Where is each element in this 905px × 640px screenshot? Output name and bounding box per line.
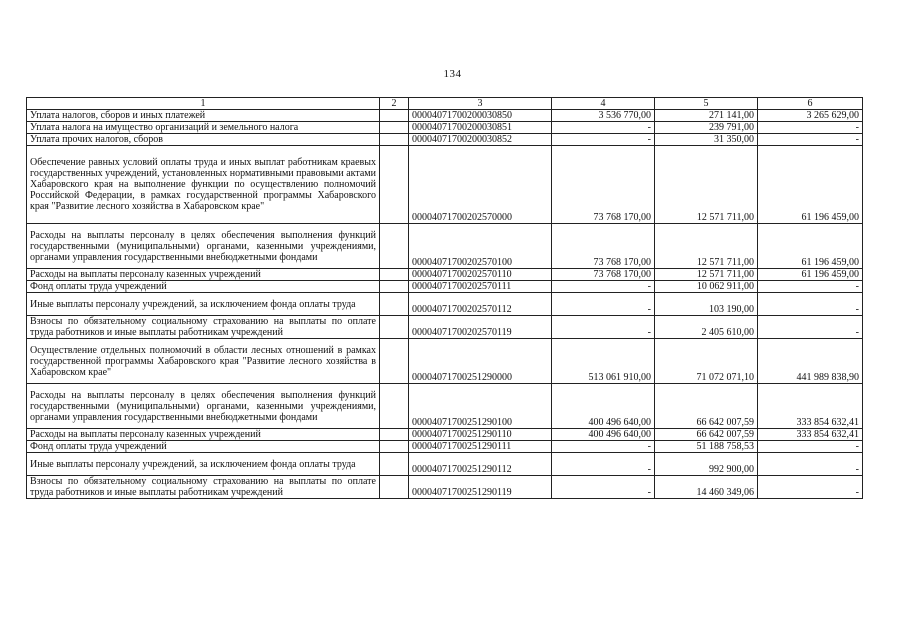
- table-row: [27, 224, 863, 269]
- row-value-col4: -: [552, 293, 655, 316]
- row-value-col4: 400 496 640,00: [552, 429, 655, 441]
- row-code-cell: 00004071700251290000: [409, 339, 552, 384]
- row-value-col6: -: [758, 441, 863, 453]
- row-col2-cell: [380, 429, 409, 441]
- row-value-col6: -: [758, 476, 863, 499]
- row-code-cell: 00004071700202570100: [409, 224, 552, 269]
- row-value-col6: 333 854 632,41: [758, 384, 863, 429]
- header-cell-5: 5: [655, 98, 758, 110]
- row-name-cell: Расходы на выплаты персоналу в целях обеспечения выполнения функций государственными (муниципальными) органами, казенными учреждениями, органами управления государственными внебюджетными фондами: [27, 384, 380, 429]
- row-col2-cell: [380, 339, 409, 384]
- row-code-cell: 00004071700202570000: [409, 146, 552, 224]
- row-code-cell: 00004071700202570112: [409, 293, 552, 316]
- row-value-col5: 51 188 758,53: [655, 441, 758, 453]
- row-value-col4: 73 768 170,00: [552, 224, 655, 269]
- row-col2-cell: [380, 453, 409, 476]
- table-row: [27, 476, 863, 499]
- row-value-col5: 31 350,00: [655, 134, 758, 146]
- row-value-col4: -: [552, 476, 655, 499]
- table-header-row: [27, 98, 863, 110]
- row-value-col5: 12 571 711,00: [655, 269, 758, 281]
- table-row: [27, 316, 863, 339]
- row-code-cell: 00004071700202570110: [409, 269, 552, 281]
- row-value-col4: -: [552, 441, 655, 453]
- row-value-col4: -: [552, 122, 655, 134]
- row-name-cell: Расходы на выплаты персоналу казенных учреждений: [27, 429, 380, 441]
- row-col2-cell: [380, 293, 409, 316]
- row-name-cell: Расходы на выплаты персоналу в целях обеспечения выполнения функций государственными (муниципальными) органами, казенными учреждениями, органами управления государственными внебюджетными фондами: [27, 224, 380, 269]
- row-name-cell: Осуществление отдельных полномочий в области лесных отношений в рамках государственной программы Хабаровского края "Развитие лесного хозяйства в Хабаровском крае": [27, 339, 380, 384]
- table-row: [27, 110, 863, 122]
- row-name-cell: Иные выплаты персоналу учреждений, за исключением фонда оплаты труда: [27, 453, 380, 476]
- row-col2-cell: [380, 224, 409, 269]
- row-code-cell: 00004071700202570111: [409, 281, 552, 293]
- row-value-col5: 103 190,00: [655, 293, 758, 316]
- row-value-col6: 333 854 632,41: [758, 429, 863, 441]
- row-col2-cell: [380, 384, 409, 429]
- row-value-col5: 992 900,00: [655, 453, 758, 476]
- row-value-col4: 73 768 170,00: [552, 269, 655, 281]
- table-row: [27, 134, 863, 146]
- row-name-cell: Расходы на выплаты персоналу казенных учреждений: [27, 269, 380, 281]
- row-name-cell: Взносы по обязательному социальному страхованию на выплаты по оплате труда работников и иные выплаты работникам учреждений: [27, 316, 380, 339]
- page-number: 134: [443, 68, 462, 80]
- row-name-cell: Уплата прочих налогов, сборов: [27, 134, 380, 146]
- row-value-col5: 271 141,00: [655, 110, 758, 122]
- row-col2-cell: [380, 316, 409, 339]
- row-col2-cell: [380, 476, 409, 499]
- table-row: [27, 429, 863, 441]
- row-code-cell: 00004071700251290111: [409, 441, 552, 453]
- table-body: [27, 98, 863, 499]
- row-col2-cell: [380, 146, 409, 224]
- row-value-col5: 12 571 711,00: [655, 224, 758, 269]
- row-value-col5: 239 791,00: [655, 122, 758, 134]
- table-row: [27, 122, 863, 134]
- row-col2-cell: [380, 281, 409, 293]
- row-value-col4: 3 536 770,00: [552, 110, 655, 122]
- row-value-col6: -: [758, 134, 863, 146]
- row-col2-cell: [380, 134, 409, 146]
- table-row: [27, 339, 863, 384]
- row-name-cell: Фонд оплаты труда учреждений: [27, 441, 380, 453]
- table-row: [27, 269, 863, 281]
- row-name-cell: Уплата налогов, сборов и иных платежей: [27, 110, 380, 122]
- header-cell-1: 1: [27, 98, 380, 110]
- row-value-col6: -: [758, 122, 863, 134]
- row-col2-cell: [380, 441, 409, 453]
- row-name-cell: Взносы по обязательному социальному страхованию на выплаты по оплате труда работников и иные выплаты работникам учреждений: [27, 476, 380, 499]
- row-code-cell: 00004071700200030852: [409, 134, 552, 146]
- table-row: [27, 453, 863, 476]
- row-value-col6: 61 196 459,00: [758, 224, 863, 269]
- row-value-col4: 513 061 910,00: [552, 339, 655, 384]
- row-code-cell: 00004071700251290112: [409, 453, 552, 476]
- row-col2-cell: [380, 269, 409, 281]
- row-value-col6: 441 989 838,90: [758, 339, 863, 384]
- table-row: [27, 146, 863, 224]
- row-name-cell: Уплата налога на имущество организаций и земельного налога: [27, 122, 380, 134]
- row-code-cell: 00004071700251290119: [409, 476, 552, 499]
- table-row: [27, 281, 863, 293]
- row-value-col5: 2 405 610,00: [655, 316, 758, 339]
- row-value-col4: 400 496 640,00: [552, 384, 655, 429]
- row-value-col4: -: [552, 316, 655, 339]
- row-value-col6: -: [758, 281, 863, 293]
- row-value-col5: 10 062 911,00: [655, 281, 758, 293]
- row-name-cell: Иные выплаты персоналу учреждений, за исключением фонда оплаты труда: [27, 293, 380, 316]
- row-value-col6: 61 196 459,00: [758, 269, 863, 281]
- row-code-cell: 00004071700251290100: [409, 384, 552, 429]
- row-value-col5: 66 642 007,59: [655, 429, 758, 441]
- row-value-col6: -: [758, 316, 863, 339]
- row-code-cell: 00004071700200030850: [409, 110, 552, 122]
- row-code-cell: 00004071700251290110: [409, 429, 552, 441]
- header-cell-3: 3: [409, 98, 552, 110]
- row-col2-cell: [380, 122, 409, 134]
- table-row: [27, 441, 863, 453]
- row-code-cell: 00004071700200030851: [409, 122, 552, 134]
- budget-table: [26, 97, 863, 499]
- table-row: [27, 384, 863, 429]
- row-value-col4: 73 768 170,00: [552, 146, 655, 224]
- row-value-col6: -: [758, 293, 863, 316]
- header-cell-6: 6: [758, 98, 863, 110]
- row-value-col5: 12 571 711,00: [655, 146, 758, 224]
- row-name-cell: Обеспечение равных условий оплаты труда и иных выплат работникам краевых государственных учреждений, установленных нормативными правовыми актами Хабаровского края на выполнение функции по осуществлению полномочий Российской Федерации, в рамках государственной программы Хабаровского края "Развитие лесного хозяйства в Хабаровском крае": [27, 146, 380, 224]
- row-value-col4: -: [552, 134, 655, 146]
- row-name-cell: Фонд оплаты труда учреждений: [27, 281, 380, 293]
- row-value-col6: -: [758, 453, 863, 476]
- row-value-col5: 66 642 007,59: [655, 384, 758, 429]
- table-row: [27, 293, 863, 316]
- row-value-col4: -: [552, 281, 655, 293]
- row-value-col5: 14 460 349,06: [655, 476, 758, 499]
- row-value-col4: -: [552, 453, 655, 476]
- header-cell-2: 2: [380, 98, 409, 110]
- row-value-col6: 61 196 459,00: [758, 146, 863, 224]
- row-col2-cell: [380, 110, 409, 122]
- row-code-cell: 00004071700202570119: [409, 316, 552, 339]
- header-cell-4: 4: [552, 98, 655, 110]
- row-value-col6: 3 265 629,00: [758, 110, 863, 122]
- row-value-col5: 71 072 071,10: [655, 339, 758, 384]
